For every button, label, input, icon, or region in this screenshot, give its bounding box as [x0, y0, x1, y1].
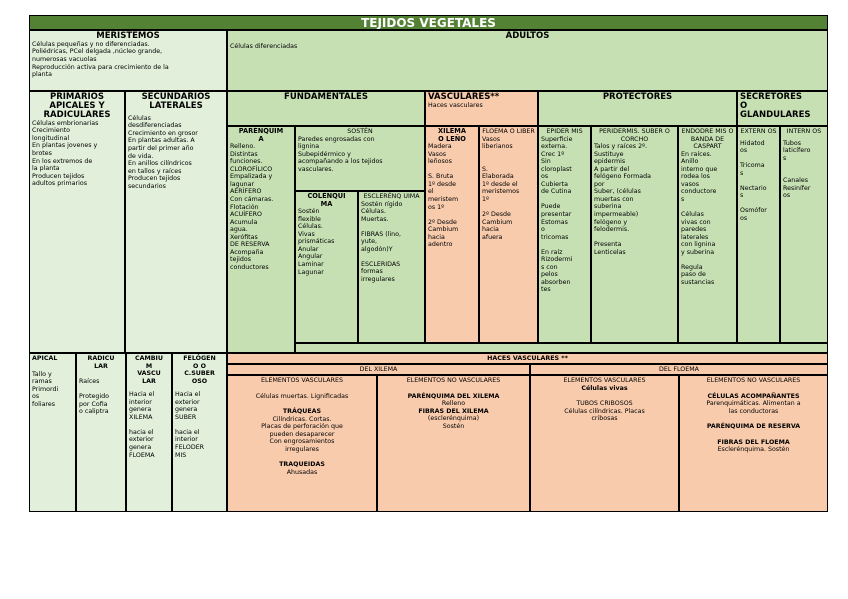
- secundarios-heading: SECUNDARIOS LATERALES: [141, 92, 211, 111]
- cambium-block: [126, 353, 172, 512]
- secundarios-block: [125, 91, 227, 353]
- apical-desc: Tallo y ramas Primordi os foliares: [32, 370, 59, 408]
- peridermis-heading: PERIDERMIS. SUBER O CORCHO: [599, 128, 670, 143]
- parenquima-reserva-heading: PARÉNQUIMA DE RESERVA: [706, 423, 801, 431]
- sosten-block: [295, 126, 425, 191]
- esclerenquima-heading: ESCLERÉNQ UIMA: [363, 193, 420, 200]
- del-floema-heading: DEL FLOEMA: [530, 364, 828, 375]
- radicular-heading: RADICU LAR: [87, 355, 115, 370]
- parenquima-xilema-heading: PARÉNQUIMA DEL XILEMA: [407, 392, 500, 400]
- adultos-block: [227, 30, 828, 91]
- celulas-acompanantes-heading: CÉLULAS ACOMPAÑANTES: [707, 392, 800, 400]
- internos-block: [780, 126, 828, 343]
- externos-heading: EXTERN OS: [740, 128, 777, 135]
- floema-vasculares-block: [530, 375, 679, 512]
- parenquima-block: [227, 126, 295, 353]
- floema-vasc-desc: Células vivas: [581, 384, 628, 392]
- primarios-desc: Células embrionarias Crecimiento longitudinal En plantas jovenes y brotes En los extremos de la planta Producen tejidos adultos primarios: [32, 119, 99, 188]
- traqueas-heading: TRÁQUEAS: [282, 408, 322, 416]
- internos-desc: Tubos laticífero s Canales Resinífer os: [783, 139, 811, 200]
- xilema-vasc-heading: ELEMENTOS VASCULARES: [261, 377, 343, 384]
- traqueas-desc: Cilíndricas. Cortas. Placas de perforación que pueden desaparecer Con engrosamientos irregulares: [261, 415, 343, 453]
- protectores-heading: PROTECTORES: [602, 92, 673, 102]
- sosten-desc: Paredes engrosadas con lignina Subepidérmico y acompañando a los tejidos vasculares.: [298, 135, 383, 173]
- apical-heading: APICAL: [32, 355, 58, 362]
- meristemos-block: [29, 30, 227, 91]
- xilema-heading: XILEMA O LEÑO: [438, 127, 466, 143]
- parenquima-xilema-desc: Relleno: [441, 400, 466, 408]
- page-title: TEJIDOS VEGETALES: [29, 15, 828, 30]
- peridermis-desc: Talos y raíces 2º. Sustituye epidermis A partir del felógeno Formada por Suber, (células muertas con suberina impermeable) felógeno y felodermis. Presenta Lenticelas: [594, 143, 651, 256]
- endodermis-desc: En raíces. Anillo interno que rodea los vasos conductore s Células vivas con paredes laterales con lignina y suberina Regula paso de sustancias: [681, 150, 718, 286]
- traqueidas-desc: Ahusadas: [286, 468, 318, 476]
- fibras-xilema-desc: (esclerénquima) Sostén: [427, 415, 480, 430]
- secundarios-desc: Células desdiferenciadas Crecimiento en grosor En plantas adultas. A partir del primer año de vida. En anillos cilíndricos en tallos y raíces Producen tejidos secundarios: [128, 114, 198, 190]
- xilema-vasculares-block: [227, 375, 377, 512]
- primarios-heading: PRIMARIOS APICALES Y RADICULARES: [43, 92, 111, 120]
- tubos-cribosos-heading: TUBOS CRIBOSOS: [576, 400, 633, 408]
- vasculares-sub: Haces vasculares: [428, 101, 483, 109]
- secretores-heading: SECRETORES O GLANDULARES: [740, 92, 811, 120]
- floema-block: [479, 126, 538, 343]
- epidermis-desc: Superficie externa. Crec 1º Sin cloroplast os Cubierta de Cutina Puede presentar Estomas o tricomas En raíz Rizodermi s con pelos absorben tes: [541, 135, 573, 294]
- adultos-heading: ADULTOS: [505, 31, 550, 41]
- externos-block: [737, 126, 780, 343]
- fibras-floema-heading: FIBRAS DEL FLOEMA: [717, 438, 790, 446]
- parenquima-heading: PARÉNQUIM A: [238, 127, 284, 143]
- haces-heading: HACES VASCULARES **: [227, 353, 828, 364]
- del-xilema-heading: DEL XILEMA: [227, 364, 530, 375]
- esclerenquima-desc: Sostén rígido Células. Muertas. FIBRAS (lino, yute, algodón)Y ESCLERIDAS formas irregulares: [361, 200, 403, 284]
- fibras-floema-desc: Esclerénquima. Sostén: [717, 446, 790, 454]
- vasculares-block: [425, 91, 538, 126]
- xilema-novasculares-block: [377, 375, 530, 512]
- fibras-xilema-heading: FIBRAS DEL XILEMA: [418, 407, 489, 415]
- tubos-cribosos-desc: Células cilíndricas. Placas cribosas: [564, 407, 645, 423]
- fundamentales-heading: FUNDAMENTALES: [284, 92, 368, 102]
- celulas-acompanantes-desc: Parenquimáticas. Alimentan a las conductoras: [706, 400, 801, 415]
- traqueidas-heading: TRAQUEIDAS: [279, 461, 325, 469]
- felogeno-desc: Hacia el exterior genera SUBER hacia el interior FELODER MIS: [175, 391, 205, 459]
- felogeno-block: [172, 353, 227, 512]
- esclerenquima-block: [358, 191, 425, 343]
- cambium-desc: Hacia el interior genera XILEMA hacia el exterior genera FLOEMA: [129, 391, 155, 459]
- endodermis-heading: ENDODRE MIS O BANDA DE CASPART: [681, 128, 734, 151]
- primarios-block: [29, 91, 125, 353]
- felogeno-heading: FELÓGEN O O C.SUBER OSO: [183, 355, 216, 385]
- sosten-heading: SOSTÉN: [347, 128, 373, 135]
- epidermis-heading: EPIDER MIS: [546, 128, 583, 135]
- meristemos-desc: Células pequeñas y no diferenciadas. Poliédricas, PCel delgada ,núcleo grande, numerosas vacuolas Reproducción activa para crecimiento de la planta: [32, 40, 169, 79]
- externos-desc: Hidatod os Tricoma s Nectario s Osmófor os: [740, 139, 767, 223]
- fundamentales-block: [227, 91, 425, 126]
- xilema-vasc-desc: Células muertas. Lignificadas: [255, 392, 349, 400]
- floema-novasculares-block: [679, 375, 828, 512]
- cambium-heading: CAMBIU M VASCU LAR: [134, 355, 164, 385]
- secretores-block: [737, 91, 828, 126]
- colenquima-block: [295, 191, 358, 343]
- apical-block: [29, 353, 76, 512]
- floema-vasc-heading: ELEMENTOS VASCULARES: [563, 377, 646, 384]
- internos-heading: INTERN OS: [786, 128, 822, 135]
- peridermis-block: [591, 126, 678, 343]
- floema-novasc-heading: ELEMENTOS NO VASCULARES: [706, 377, 801, 384]
- radicular-block: [76, 353, 126, 512]
- epidermis-block: [538, 126, 591, 343]
- protectores-block: [538, 91, 737, 126]
- filler-strip: [295, 343, 828, 353]
- endodermis-block: [678, 126, 737, 343]
- colenquima-heading: COLÉNQUI MA: [307, 192, 346, 208]
- xilema-novasc-heading: ELEMENTOS NO VASCULARES: [406, 377, 501, 384]
- colenquima-desc: Sostén flexible Células. Vivas prismáticas Anular Angular Laminar Lagunar: [298, 208, 335, 276]
- vasculares-heading: VASCULARES**: [428, 92, 500, 102]
- meristemos-heading: MERISTEMOS: [96, 31, 160, 41]
- xilema-block: [425, 126, 479, 343]
- parenquima-desc: Relleno. Distintas funciones. CLOROFÍLICO Empalizada y lagunar AERÍFERO Con cámaras. Flotación ACUÍFERO Acumula agua. Xerófitas DE RESERVA Acompaña tejidos conductores: [230, 143, 274, 271]
- adultos-desc: Células diferenciadas: [230, 42, 298, 50]
- xilema-desc: Madera Vasos leñosos S. Bruta 1º desde el meristem os 1º 2º Desde Cambium hacia adentro: [428, 143, 459, 249]
- floema-desc: Vasos liberianos S. Elaborada 1º desde el meristemos 1º 2º Desde Cambium hacia afuera: [482, 135, 520, 241]
- floema-heading: FLOEMA O LIBER: [482, 128, 535, 135]
- radicular-desc: Raíces Protegido por Cofia o caliptra: [79, 378, 109, 416]
